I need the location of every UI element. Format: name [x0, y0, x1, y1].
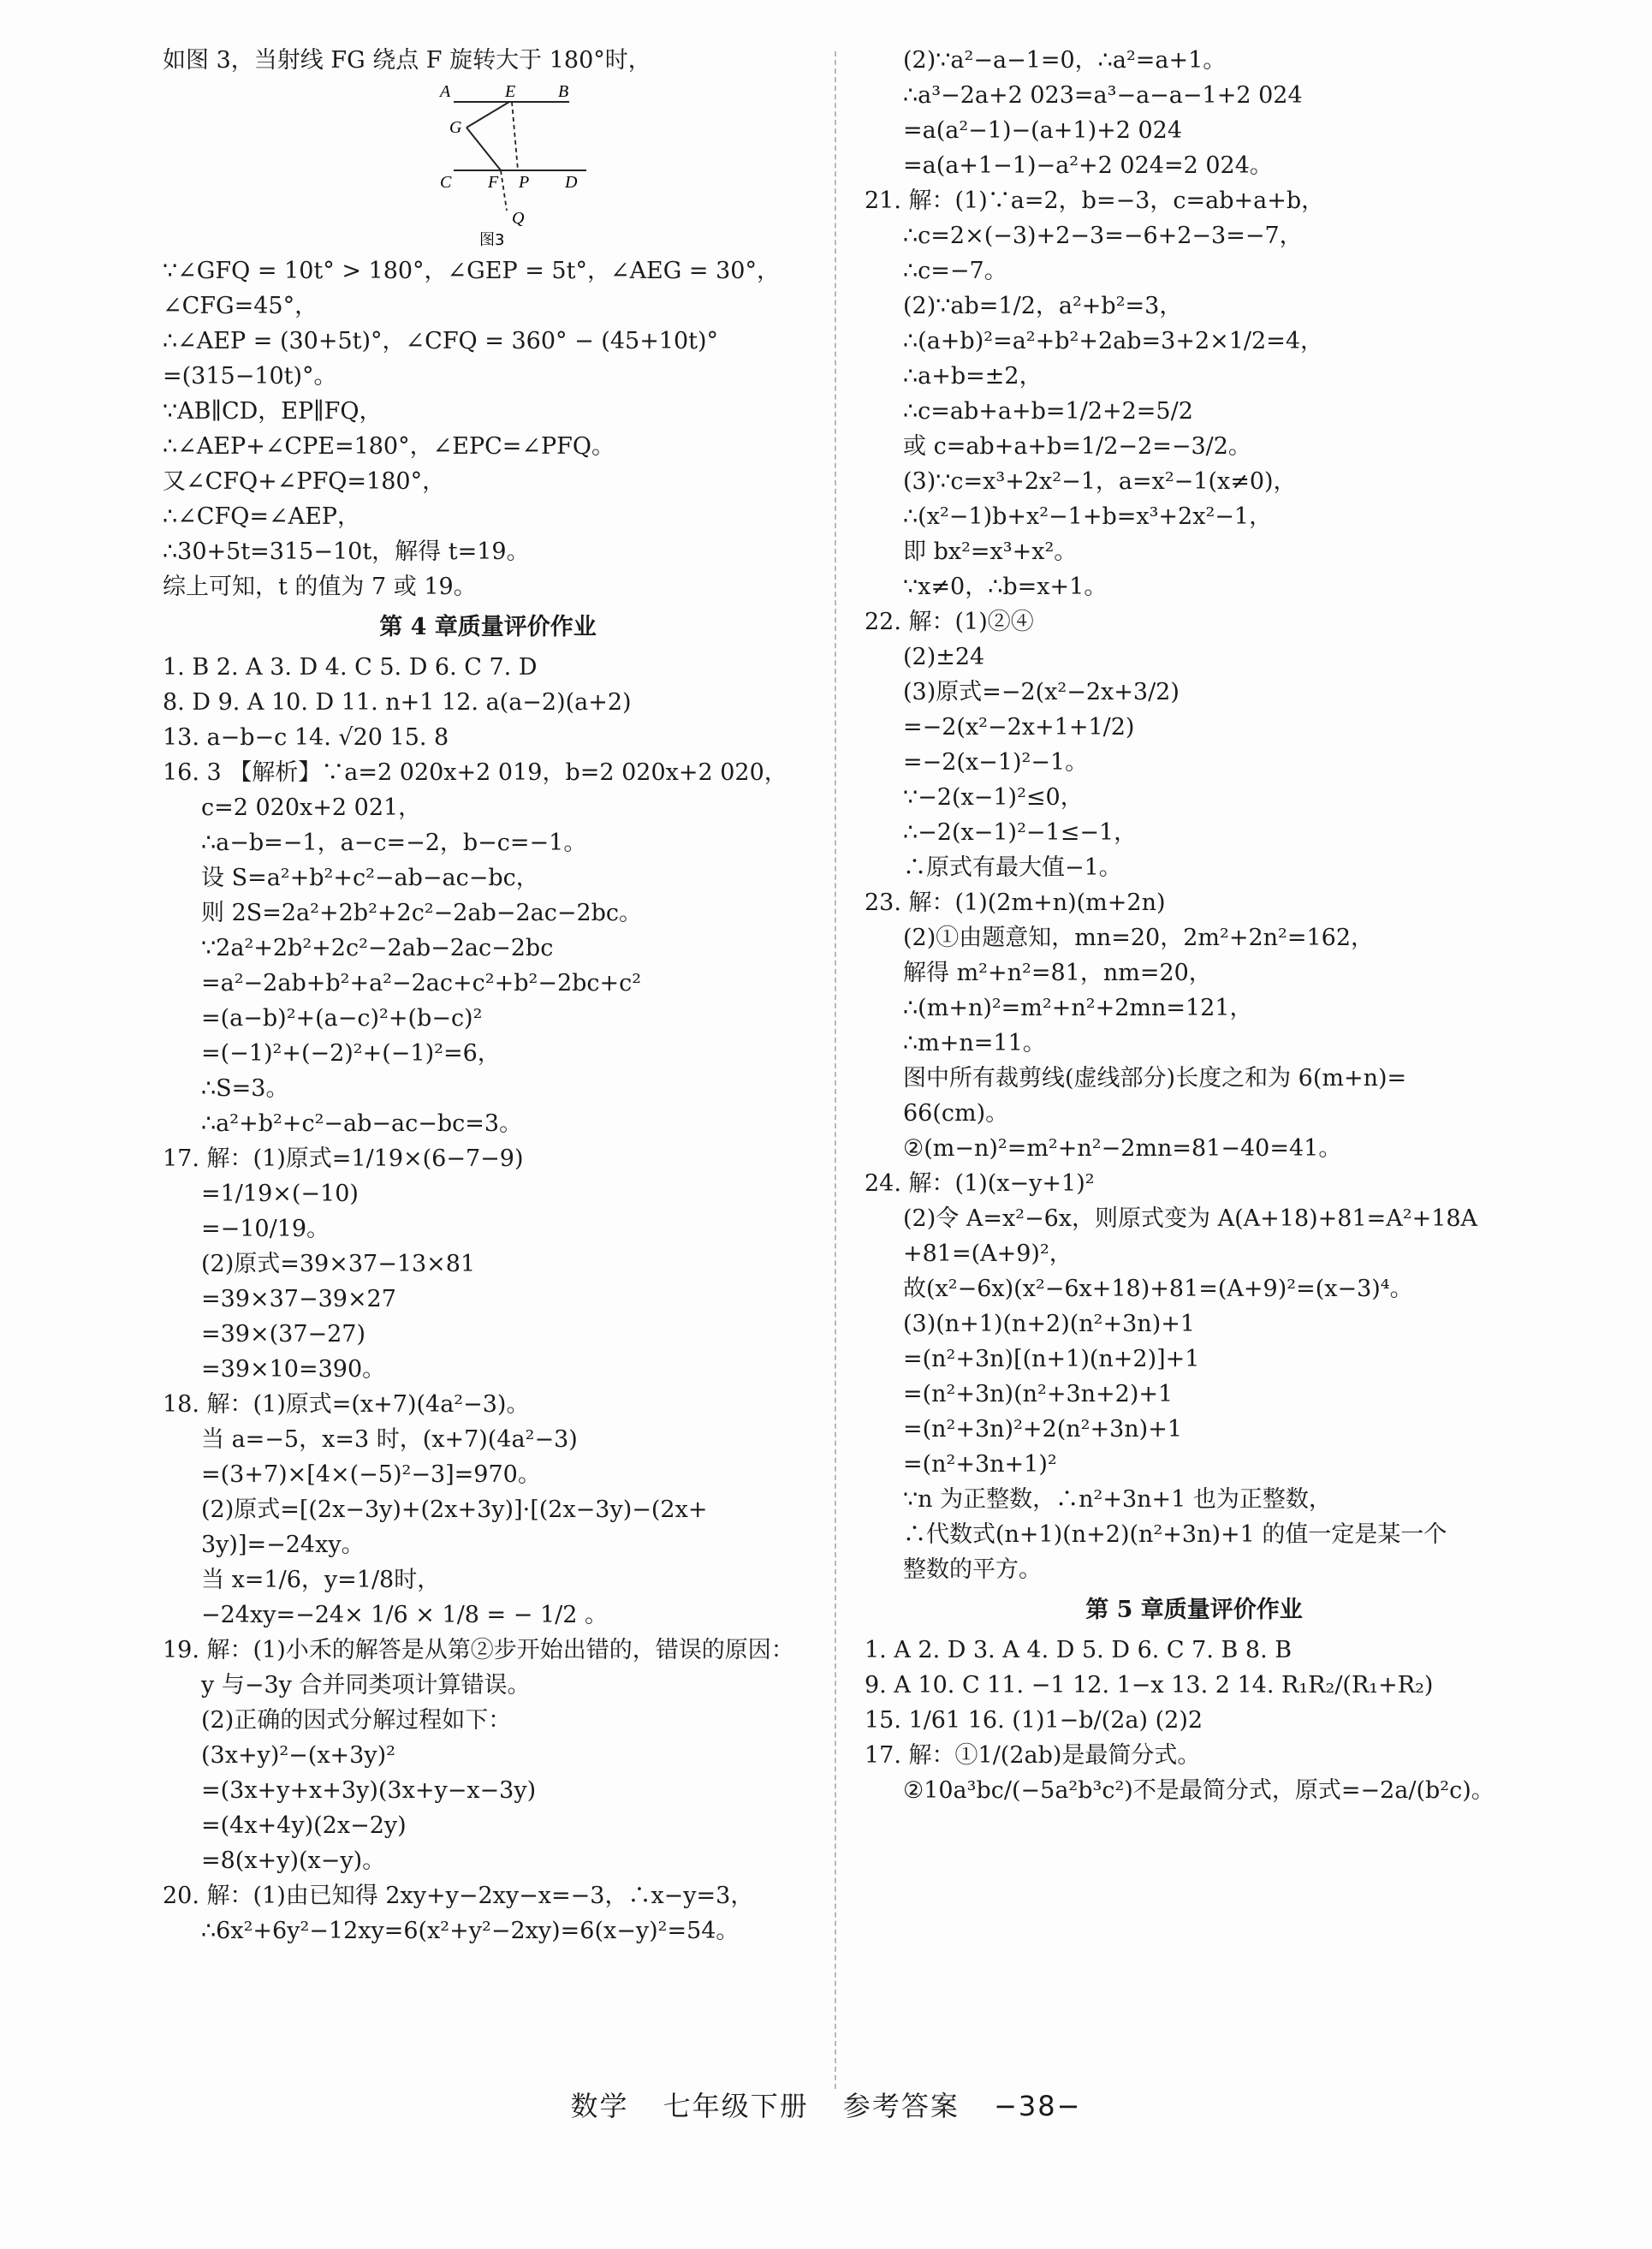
right-answer-line: =−2(x²−2x+1+1/2) — [903, 714, 1135, 741]
ch4-answer-line: (2)原式=[(2x−3y)+(2x+3y)]·[(2x−3y)−(2x+ — [201, 1496, 708, 1523]
page-footer — [0, 2085, 1652, 2124]
ch4-answer-line: =39×37−39×27 — [201, 1286, 396, 1312]
left-solution-line: ∴∠CFQ=∠AEP， — [163, 503, 360, 530]
ch4-answer-line: 当 a=−5，x=3 时，(x+7)(4a²−3) — [201, 1426, 578, 1453]
footer-grade: 七年级下册 — [663, 2090, 809, 2122]
ch5-answer-line: ②10a³bc/(−5a²b³c²)不是最简分式，原式=−2a/(b²c)。 — [903, 1777, 1495, 1804]
right-answer-line: 整数的平方。 — [903, 1556, 1042, 1583]
right-answer-line: ∴a³−2a+2 023=a³−a−a−1+2 024 — [903, 82, 1303, 109]
ch4-answer-line: 1. B 2. A 3. D 4. C 5. D 6. C 7. D — [163, 654, 538, 681]
right-answer-line: =(n²+3n)(n²+3n+2)+1 — [903, 1381, 1174, 1407]
right-answer-line: ∴c=ab+a+b=1/2+2=5/2 — [903, 398, 1193, 425]
ch4-answer-line: y 与−3y 合并同类项计算错误。 — [201, 1672, 531, 1699]
ch4-answer-line: ∴S=3。 — [201, 1075, 289, 1102]
right-answer-line: ∴a+b=±2， — [903, 363, 1043, 390]
ch4-answer-line: 16. 3 【解析】∵a=2 020x+2 019，b=2 020x+2 020， — [163, 759, 787, 786]
chapter-5-answers — [865, 1633, 1524, 1808]
left-solution-line: 又∠CFQ+∠PFQ=180°， — [163, 468, 446, 495]
left-solution-line: ∴∠AEP = (30+5t)°，∠CFQ = 360° − (45+10t)° — [163, 328, 719, 354]
ch4-answer-line: =a²−2ab+b²+a²−2ac+c²+b²−2bc+c² — [201, 970, 642, 997]
ch4-answer-line: c=2 020x+2 021， — [201, 794, 422, 821]
left-solution-line: ∵∠GFQ = 10t° > 180°，∠GEP = 5t°，∠AEG = 30°， — [163, 258, 780, 284]
left-top-line: 如图 3，当射线 FG 绕点 F 旋转大于 180°时， — [163, 47, 651, 74]
ch4-answer-line: 当 x=1/6，y=1/8时， — [201, 1567, 441, 1593]
left-solution-line: ∠CFG=45°， — [163, 293, 318, 319]
right-answer-line: ∴m+n=11。 — [903, 1030, 1046, 1056]
ch4-answer-line: 19. 解：(1)小禾的解答是从第②步开始出错的，错误的原因： — [163, 1637, 794, 1663]
ch4-answer-line: =39×10=390。 — [201, 1356, 386, 1383]
right-answer-line: =(n²+3n)[(n+1)(n+2)]+1 — [903, 1346, 1200, 1372]
right-answer-line: =−2(x−1)²−1。 — [903, 749, 1089, 776]
right-answer-line: ∴原式有最大值−1。 — [903, 854, 1122, 881]
label-P: P — [519, 173, 530, 192]
ch4-answer-line: =−10/19。 — [201, 1216, 330, 1242]
label-C: C — [440, 173, 452, 192]
chapter-4-answers — [163, 650, 813, 1949]
right-answer-line: ∴c=2×(−3)+2−3=−6+2−3=−7， — [903, 223, 1303, 249]
right-answer-line: ∴代数式(n+1)(n+2)(n²+3n)+1 的值一定是某一个 — [903, 1521, 1447, 1548]
left-solution-line: =(315−10t)°。 — [163, 363, 337, 390]
ch4-answer-line: 17. 解：(1)原式=1/19×(6−7−9) — [163, 1145, 524, 1172]
page-number: −38− — [994, 2090, 1082, 2122]
right-answer-line: 解得 m²+n²=81，nm=20， — [903, 960, 1212, 986]
right-answer-line: ∴(x²−1)b+x²−1+b=x³+2x²−1， — [903, 503, 1273, 530]
right-answer-line: 66(cm)。 — [903, 1100, 1009, 1127]
right-answer-line: 图中所有裁剪线(虚线部分)长度之和为 6(m+n)= — [903, 1065, 1407, 1092]
ch4-answer-line: (2)原式=39×37−13×81 — [201, 1251, 476, 1277]
ch5-answer-line: 17. 解：①1/(2ab)是最简分式。 — [865, 1742, 1201, 1769]
column-divider — [835, 51, 836, 2089]
label-F: F — [488, 173, 499, 192]
right-answer-line: =a(a²−1)−(a+1)+2 024 — [903, 117, 1183, 144]
chapter-4-title: 第 4 章质量评价作业 — [379, 614, 597, 640]
right-answer-line: ∵−2(x−1)²≤0， — [903, 784, 1084, 811]
ch4-answer-line: 则 2S=2a²+2b²+2c²−2ab−2ac−2bc。 — [201, 900, 643, 926]
ch4-answer-line: =(3+7)×[4×(−5)²−3]=970。 — [201, 1461, 541, 1488]
right-answer-line: ∴(a+b)²=a²+b²+2ab=3+2×1/2=4， — [903, 328, 1324, 354]
right-answer-line: ∴(m+n)²=m²+n²+2mn=121， — [903, 995, 1253, 1021]
right-answer-line: 即 bx²=x³+x²。 — [903, 538, 1078, 565]
figure-caption: 图3 — [479, 231, 505, 249]
right-column — [865, 43, 1524, 1808]
right-answer-line: ∵x≠0，∴b=x+1。 — [903, 574, 1108, 600]
right-answer-line: (3)(n+1)(n+2)(n²+3n)+1 — [903, 1311, 1196, 1337]
ch5-answer-line: 15. 1/61 16. (1)1−b/(2a) (2)2 — [865, 1707, 1203, 1734]
left-solution-line: ∵AB∥CD，EP∥FQ， — [163, 398, 383, 425]
right-answer-line: ②(m−n)²=m²+n²−2mn=81−40=41。 — [903, 1135, 1342, 1162]
left-solution-line: ∴30+5t=315−10t，解得 t=19。 — [163, 538, 530, 565]
ch4-answer-line: 3y)]=−24xy。 — [201, 1532, 365, 1558]
label-D: D — [565, 173, 578, 192]
figure-3 — [437, 78, 693, 253]
ch4-answer-line: 20. 解：(1)由已知得 2xy+y−2xy−x=−3，∴x−y=3， — [163, 1883, 754, 1909]
label-E: E — [505, 82, 516, 101]
right-answer-line: 22. 解：(1)②④ — [865, 609, 1034, 635]
right-answer-line: (2)令 A=x²−6x，则原式变为 A(A+18)+81=A²+18A — [903, 1205, 1478, 1232]
ch4-answer-line: 设 S=a²+b²+c²−ab−ac−bc， — [201, 865, 539, 891]
right-answer-line: +81=(A+9)²， — [903, 1241, 1073, 1267]
label-G: G — [449, 118, 462, 137]
ch4-answer-line: 13. a−b−c 14. √20 15. 8 — [163, 724, 449, 751]
ch4-answer-line: =(a−b)²+(a−c)²+(b−c)² — [201, 1005, 483, 1032]
ch4-answer-line: −24xy=−24× 1/6 × 1/8 = − 1/2 。 — [201, 1602, 608, 1628]
ch4-answer-line: ∴a²+b²+c²−ab−ac−bc=3。 — [201, 1110, 523, 1137]
ch4-answer-line: (2)正确的因式分解过程如下： — [201, 1707, 512, 1734]
left-solution-continued — [163, 253, 813, 604]
right-answer-line: (2)±24 — [903, 644, 985, 670]
left-solution-line: ∴∠AEP+∠CPE=180°，∠EPC=∠PFQ。 — [163, 433, 615, 460]
chapter-5-title: 第 5 章质量评价作业 — [1085, 1597, 1303, 1623]
left-solution-line: 综上可知，t 的值为 7 或 19。 — [163, 574, 477, 600]
ch4-answer-line: =(3x+y+x+3y)(3x+y−x−3y) — [201, 1777, 537, 1804]
right-answer-line: 故(x²−6x)(x²−6x+18)+81=(A+9)²=(x−3)⁴。 — [903, 1276, 1413, 1302]
right-answer-line: (3)∵c=x³+2x²−1，a=x²−1(x≠0)， — [903, 468, 1297, 495]
right-answer-line: =(n²+3n+1)² — [903, 1451, 1057, 1478]
ch4-answer-line: ∴a−b=−1，a−c=−2，b−c=−1。 — [201, 830, 587, 856]
right-answer-line: ∴c=−7。 — [903, 258, 1007, 284]
right-answers — [865, 43, 1524, 1587]
ch4-answer-line: 8. D 9. A 10. D 11. n+1 12. a(a−2)(a+2) — [163, 689, 632, 716]
ch4-answer-line: =(−1)²+(−2)²+(−1)²=6， — [201, 1040, 501, 1067]
right-answer-line: ∵n 为正整数，∴n²+3n+1 也为正整数， — [903, 1486, 1332, 1513]
right-answer-line: ∴−2(x−1)²−1≤−1， — [903, 819, 1138, 846]
ch4-answer-line: =(4x+4y)(2x−2y) — [201, 1812, 407, 1839]
footer-subject: 数学 — [570, 2090, 629, 2122]
ch4-answer-line: =1/19×(−10) — [201, 1181, 359, 1207]
right-answer-line: =(n²+3n)²+2(n²+3n)+1 — [903, 1416, 1182, 1443]
ch4-answer-line: ∴6x²+6y²−12xy=6(x²+y²−2xy)=6(x−y)²=54。 — [201, 1918, 740, 1944]
right-answer-line: 24. 解：(1)(x−y+1)² — [865, 1170, 1095, 1197]
ch4-answer-line: ∵2a²+2b²+2c²−2ab−2ac−2bc — [201, 935, 554, 961]
ch4-answer-line: =39×(37−27) — [201, 1321, 366, 1348]
right-answer-line: 或 c=ab+a+b=1/2−2=−3/2。 — [903, 433, 1251, 460]
left-top-text — [163, 43, 813, 78]
label-Q: Q — [512, 209, 525, 228]
right-answer-line: (2)∵a²−a−1=0，∴a²=a+1。 — [903, 47, 1227, 74]
label-B: B — [558, 82, 569, 101]
right-answer-line: =a(a+1−1)−a²+2 024=2 024。 — [903, 152, 1273, 179]
footer-section: 参考答案 — [842, 2090, 960, 2122]
right-answer-line: 21. 解：(1)∵a=2，b=−3，c=ab+a+b， — [865, 187, 1325, 214]
geometry-diagram — [437, 78, 693, 253]
right-answer-line: (3)原式=−2(x²−2x+3/2) — [903, 679, 1180, 705]
right-answer-line: (2)①由题意知，mn=20，2m²+2n²=162， — [903, 925, 1374, 951]
right-answer-line: (2)∵ab=1/2，a²+b²=3， — [903, 293, 1183, 319]
ch5-answer-line: 1. A 2. D 3. A 4. D 5. D 6. C 7. B 8. B — [865, 1637, 1292, 1663]
right-answer-line: 23. 解：(1)(2m+n)(m+2n) — [865, 889, 1166, 916]
ch4-answer-line: =8(x+y)(x−y)。 — [201, 1847, 386, 1874]
ch5-answer-line: 9. A 10. C 11. −1 12. 1−x 13. 2 14. R₁R₂/(R₁+R₂) — [865, 1672, 1434, 1699]
ch4-answer-line: 18. 解：(1)原式=(x+7)(4a²−3)。 — [163, 1391, 530, 1418]
ch4-answer-line: (3x+y)²−(x+3y)² — [201, 1742, 395, 1769]
left-column — [163, 43, 813, 1949]
label-A: A — [440, 82, 451, 101]
